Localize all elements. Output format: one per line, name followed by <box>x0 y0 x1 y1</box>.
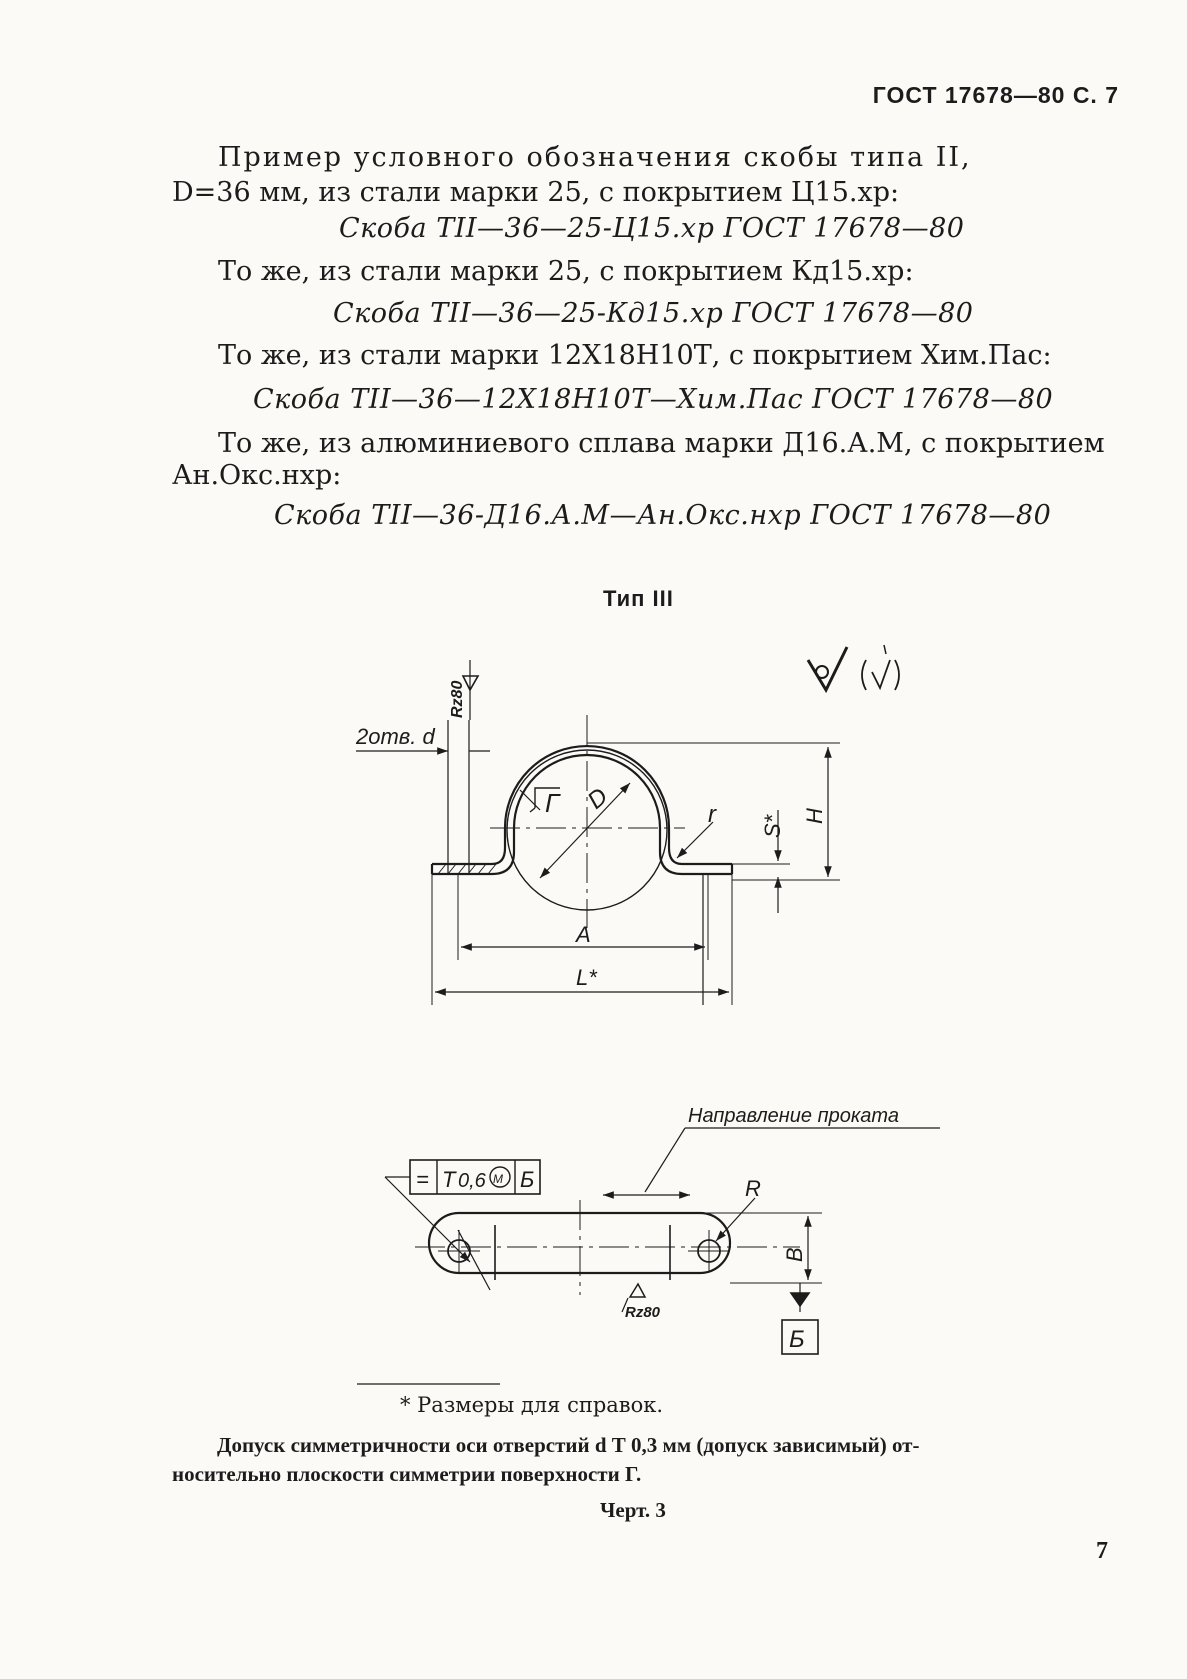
intro-line-2: D=36 мм, из стали марки 25, с покрытием Ц15.хр: <box>172 177 900 208</box>
roughness-symbol <box>808 645 899 690</box>
label-dim-a: A <box>576 922 591 947</box>
label-tol-t: Т <box>442 1167 456 1192</box>
label-height: H <box>802 808 827 824</box>
designation-4: Скоба ТII—36-Д16.А.М—Ан.Окс.нхр ГОСТ 17678—80 <box>274 500 1052 531</box>
tolerance-note-line-1: Допуск симметричности оси отверстий d Т 0,3 мм (допуск зависимый) от- <box>217 1433 920 1457</box>
footnote: * Размеры для справок. <box>400 1393 664 1417</box>
tolerance-note-line-2: носительно плоскости симметрии поверхности Г. <box>172 1462 642 1486</box>
caption-2: То же, из стали марки 25, с покрытием Кд15.хр: <box>218 256 914 287</box>
label-holes: 2отв. d <box>356 724 435 749</box>
designation-3: Скоба ТII—36—12Х18Н10Т—Хим.Пас ГОСТ 17678—80 <box>253 384 1054 415</box>
label-gamma: Г <box>545 788 560 818</box>
page-number: 7 <box>1096 1538 1108 1564</box>
label-radius-small: r <box>708 801 716 828</box>
figure-type-title: Тип III <box>603 586 674 611</box>
caption-3: То же, из стали марки 12Х18Н10Т, с покрытием Хим.Пас: <box>218 340 1052 371</box>
figure-caption: Черт. 3 <box>600 1498 666 1522</box>
label-datum: Б <box>789 1326 805 1353</box>
label-tol-value: 0,6 <box>458 1170 486 1192</box>
label-rz-top: Rz80 <box>449 680 466 718</box>
label-tol-datum: Б <box>520 1167 535 1192</box>
intro-line-1: Пример условного обозначения скобы типа II, <box>218 142 972 173</box>
document-reference: ГОСТ 17678—80 С. 7 <box>872 82 1119 108</box>
designation-2: Скоба ТII—36—25-Кд15.хр ГОСТ 17678—80 <box>333 298 974 329</box>
designation-1: Скоба ТII—36—25-Ц15.хр ГОСТ 17678—80 <box>339 213 965 244</box>
label-rz-bottom: Rz80 <box>625 1304 661 1321</box>
bracket-plan-view <box>385 1128 940 1354</box>
caption-4-cont: Ан.Окс.нхр: <box>172 460 342 491</box>
label-diameter: D <box>582 782 614 815</box>
label-dim-l: L* <box>576 965 597 990</box>
label-rolling-direction: Направление проката <box>688 1105 899 1127</box>
label-tol-sym: = <box>416 1167 429 1192</box>
label-tol-m: М <box>493 1172 503 1186</box>
label-radius-big: R <box>745 1176 761 1201</box>
caption-4: То же, из алюминиевого сплава марки Д16.А.М, с покрытием <box>218 428 1105 459</box>
label-width: B <box>782 1247 807 1262</box>
label-thickness: S* <box>760 814 785 838</box>
